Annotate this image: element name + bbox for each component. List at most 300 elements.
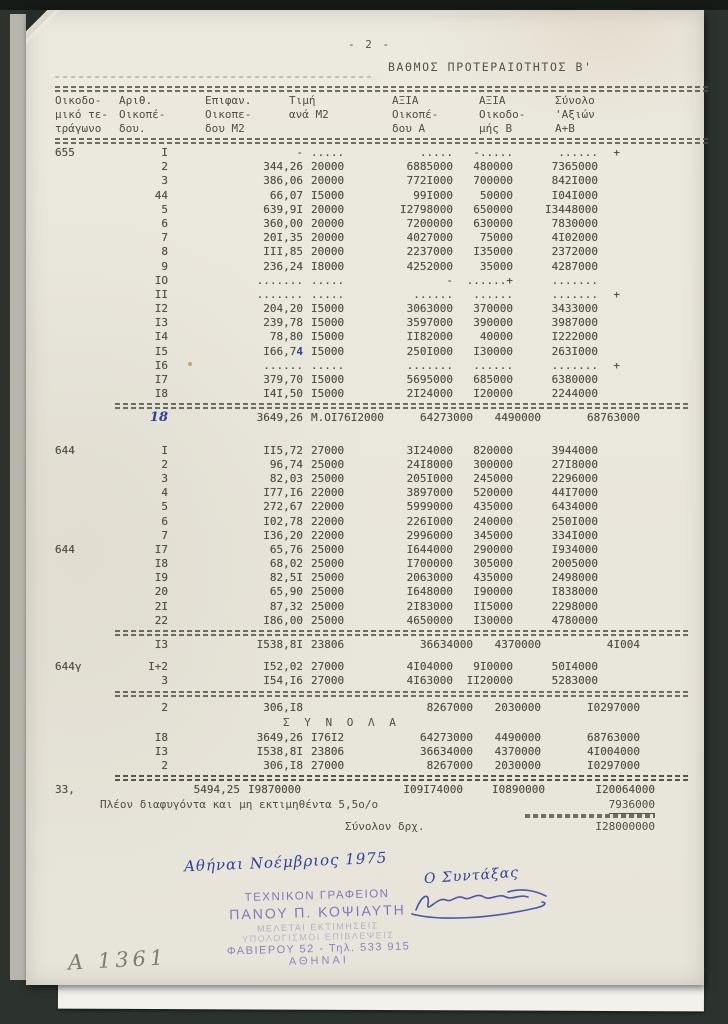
cell: 20000 (311, 245, 345, 259)
header-row (55, 122, 705, 136)
cell (55, 160, 115, 174)
cell: 8267000 (426, 700, 473, 714)
page-number: - 2 - (348, 38, 392, 51)
cell: 239,78 (263, 316, 303, 330)
cell: I8000 (311, 259, 345, 273)
scanned-document-page (26, 10, 704, 985)
cell: 27000 (311, 759, 345, 773)
cell: 655 (55, 146, 75, 159)
cell: I9870000 (248, 783, 301, 797)
cell (598, 373, 620, 387)
cell: 4252000 (406, 259, 453, 273)
cell: 250I000 (406, 344, 453, 358)
priority-grade-heading: ΒΑΘΜΟΣ ΠΡΟΤΕΡΑΙΟΤΗΤΟΣ Β' (388, 60, 593, 74)
table-row (55, 444, 705, 458)
table-row (55, 701, 705, 715)
cell (598, 345, 620, 359)
cell: Οικοπε- (205, 108, 252, 121)
cell: 20000 (311, 202, 345, 216)
cell: Α+Β (555, 122, 575, 135)
cell: 379,70 (263, 373, 303, 386)
cell: Σύνολον δρχ. (345, 819, 425, 833)
cell: 3063000 (406, 302, 453, 316)
cell: II (154, 287, 168, 301)
cell: 7936000 (609, 798, 655, 814)
cell: ....... (406, 358, 453, 372)
cell: + (613, 358, 620, 372)
cell: 520000 (473, 486, 513, 500)
separator-line (115, 775, 691, 781)
cell: 68763000 (587, 730, 640, 744)
cell: 2298000 (551, 599, 598, 613)
table-row (55, 217, 705, 231)
table-row (55, 660, 705, 674)
table-row (55, 302, 705, 316)
cell: ....... (551, 287, 598, 301)
cell (598, 260, 620, 274)
cell: I36,20 (263, 528, 303, 542)
cell: 66,07 (269, 188, 303, 202)
cell: 370000 (473, 302, 513, 316)
cell: I5000 (311, 316, 345, 330)
cell (598, 500, 620, 514)
cell: 630000 (473, 216, 513, 230)
cell (55, 387, 115, 401)
cell: ....... (551, 358, 598, 372)
cell (598, 585, 620, 599)
cell: 4370000 (494, 744, 541, 758)
cell: I30000 (473, 344, 513, 358)
table-row (55, 288, 705, 302)
cell: ανά Μ2 (289, 108, 329, 121)
cell: 245000 (473, 471, 513, 485)
cell: ...... (263, 358, 303, 372)
cell: 639,9I (263, 202, 303, 216)
cell: ...... (473, 358, 513, 372)
cell: 2030000 (494, 759, 541, 773)
cell: 435000 (473, 571, 513, 585)
table-row (55, 486, 705, 500)
cell: 4780000 (551, 613, 598, 627)
cell: I5000 (311, 330, 345, 344)
cell: I52,02 (263, 660, 303, 674)
cell: 4490000 (494, 730, 541, 744)
cell: I4I,50 (263, 387, 303, 401)
cell: 4I004 (606, 638, 640, 651)
cell: 96,74 (269, 457, 303, 471)
cell: 99I000 (413, 188, 453, 202)
cell (598, 600, 620, 614)
cell (598, 543, 620, 557)
cell: I3 (154, 638, 168, 651)
faint-dotted-line (55, 76, 373, 78)
cell (640, 411, 662, 425)
cell: I76I2 (311, 730, 345, 744)
cell: - (296, 146, 303, 159)
cell: 2498000 (551, 571, 598, 585)
cell: I538,8I (256, 744, 303, 758)
cell (55, 203, 115, 217)
assessment-table (55, 84, 705, 834)
cell (655, 783, 677, 797)
cell: 236,24 (263, 259, 303, 273)
cell: 25000 (311, 557, 345, 571)
cell (598, 316, 620, 330)
cell (598, 302, 620, 316)
cell (640, 759, 662, 773)
cell: ..... (311, 273, 345, 287)
cell (598, 458, 620, 472)
cell: I538,8I (256, 638, 303, 651)
table-row (55, 373, 705, 387)
cell: I2 (154, 302, 168, 316)
surcharge-row (55, 798, 705, 812)
cell: 6434000 (551, 500, 598, 514)
cell: I20064000 (595, 783, 655, 797)
table-row (55, 759, 705, 773)
cell: 2372000 (551, 245, 598, 259)
separator-line (115, 403, 691, 409)
cell: I4 (154, 330, 168, 344)
cell (640, 701, 662, 715)
cell: 3433000 (551, 302, 598, 316)
table-row (55, 345, 705, 359)
cell: 2244000 (551, 387, 598, 401)
cell: 'Αξιών (555, 108, 595, 121)
cell: ..... (311, 358, 345, 372)
cell: 4490000 (494, 411, 541, 425)
cell: + (613, 287, 620, 301)
cell: ..... (419, 146, 453, 159)
cell: -..... (473, 146, 513, 159)
cell: 390000 (473, 316, 513, 330)
cell: 2 (161, 759, 168, 773)
cell: 82,5I (269, 571, 303, 585)
cell: 20000 (311, 160, 345, 174)
cell: 344,26 (263, 160, 303, 174)
table-row (55, 316, 705, 330)
cell: I7 (154, 373, 168, 386)
cell: Οικοδο- (55, 94, 102, 107)
cell (598, 444, 620, 458)
table-row (55, 731, 705, 745)
cell (640, 745, 662, 759)
cell: 2063000 (406, 571, 453, 585)
cell: 40000 (479, 330, 513, 344)
cell: 345000 (473, 528, 513, 542)
cell: 25000 (311, 585, 345, 599)
cell: 644γ (55, 660, 82, 674)
cell (640, 638, 662, 652)
cell: I9 (154, 571, 168, 585)
cell: 644 (55, 542, 75, 556)
cell: Αριθ. (119, 94, 153, 107)
cell (55, 217, 115, 231)
cell (598, 387, 620, 401)
cell (55, 486, 115, 500)
table-row (55, 330, 705, 344)
cell: I5 (154, 344, 168, 358)
cell: I35000 (473, 245, 513, 259)
cell (598, 245, 620, 259)
cell: 25000 (311, 599, 345, 613)
table-row (55, 189, 705, 203)
cell: ....... (256, 273, 303, 287)
cell: 3897000 (406, 486, 453, 500)
cell: ...... (413, 287, 453, 301)
cell: II20000 (466, 674, 513, 688)
cell: 64273000 (420, 730, 473, 744)
cell: 27000 (311, 674, 345, 688)
cell (55, 600, 115, 614)
cell: I86,00 (263, 613, 303, 627)
cell: Μ.ΟΙ76Ι2000 (311, 411, 384, 425)
cell (55, 174, 115, 188)
header-row (55, 94, 705, 108)
cell (55, 260, 115, 274)
cell (55, 274, 115, 288)
cell: 4370000 (494, 638, 541, 651)
cell: 263I000 (551, 344, 598, 358)
cell: I8 (154, 387, 168, 401)
cell: I6 (154, 358, 168, 372)
cell: I7 (154, 542, 168, 556)
cell: 2237000 (406, 245, 453, 259)
cell (598, 174, 620, 188)
cell: 8267000 (426, 759, 473, 773)
cell: Τιμή (289, 94, 316, 107)
cell: I644000 (406, 542, 453, 556)
cell: 82,03 (269, 471, 303, 485)
cell: 7 (161, 528, 168, 542)
cell (640, 731, 662, 745)
cell: 33, (55, 783, 75, 797)
cell: I2798000 (400, 202, 453, 216)
cell: 25000 (311, 571, 345, 585)
cell: 820000 (473, 443, 513, 457)
cell: I934000 (551, 542, 598, 556)
cell: 35000 (479, 259, 513, 273)
cell: 2296000 (551, 471, 598, 485)
cell: Σύνολο (555, 94, 595, 107)
separator-line (115, 691, 691, 697)
cell: 27000 (311, 443, 345, 457)
cell: I8 (154, 730, 168, 744)
cell: 2996000 (406, 528, 453, 542)
table-row (55, 674, 705, 688)
handwritten-cell: 18 (149, 410, 168, 426)
cell: ...... (558, 146, 598, 159)
cell (55, 759, 115, 773)
cell: ....... (256, 287, 303, 301)
cell: 27000 (311, 660, 345, 674)
cell: 2 (161, 160, 168, 174)
table-row (55, 174, 705, 188)
cell: I222000 (551, 330, 598, 344)
table-row (55, 638, 705, 652)
cell: 5283000 (551, 674, 598, 688)
cell (55, 373, 115, 387)
cell: 20 (154, 585, 168, 599)
cell: 2 (161, 457, 168, 471)
cell: 22000 (311, 528, 345, 542)
cell: 480000 (473, 160, 513, 174)
cell: 27I8000 (551, 457, 598, 471)
cell (598, 160, 620, 174)
cell (55, 472, 115, 486)
cell: 272,67 (263, 500, 303, 514)
cell (55, 411, 115, 425)
table-row (55, 260, 705, 274)
separator-line (115, 630, 691, 636)
cell: 9 (161, 259, 168, 273)
cell: ....... (551, 273, 598, 287)
cell: Επιφαν. (205, 94, 252, 107)
cell (311, 701, 387, 715)
cell: 842I000 (551, 174, 598, 188)
table-row (55, 274, 705, 288)
cell: 3987000 (551, 316, 598, 330)
cell: 6 (161, 216, 168, 230)
cell: 644 (55, 443, 75, 457)
stamp-line: ΠΑΝΟΥ Π. ΚΟΨΙΑΥΤΗ (229, 901, 406, 923)
stamp-line: ΥΠΟΛΟΓΙΣΜΟΙ ΕΠΙΒΛΕΨΕΙΣ (241, 929, 395, 945)
cell: 7 (161, 231, 168, 245)
cell: δου Α (392, 122, 426, 135)
cell: I700000 (406, 557, 453, 571)
cell: 4I63000 (406, 674, 453, 688)
cell: 3597000 (406, 316, 453, 330)
cell: I8 (154, 557, 168, 571)
cell: 5494,25 (193, 783, 240, 797)
cell: 2005000 (551, 557, 598, 571)
cell: 4650000 (406, 613, 453, 627)
cell: 290000 (473, 542, 513, 556)
cell: 20I,35 (263, 231, 303, 245)
cell (598, 557, 620, 571)
folded-corner (26, 10, 84, 56)
cell (55, 745, 115, 759)
cell: Οικοπέ- (119, 108, 166, 121)
cell: 4 (161, 486, 168, 500)
cell: μής Β (479, 122, 513, 135)
cell: ......+ (466, 273, 513, 287)
cell: δου Μ2 (205, 122, 245, 135)
cell: ..... (311, 146, 345, 159)
separator-line (55, 138, 710, 144)
cell: I5000 (311, 344, 345, 358)
cell: 306,I8 (263, 700, 303, 714)
stamp-line: ΦΑΒΙΕΡΟΥ 52 - Τηλ. 533 915 (226, 940, 411, 958)
cell: 2I83000 (406, 599, 453, 613)
cell: 3 (161, 471, 168, 485)
cell (598, 330, 620, 344)
cell: δου. (119, 122, 146, 135)
cell (55, 302, 115, 316)
cell: 650000 (473, 202, 513, 216)
cell: 772I000 (406, 174, 453, 188)
cell (598, 231, 620, 245)
cell: 5 (161, 500, 168, 514)
cell: I3448000 (545, 202, 598, 216)
cell: 7200000 (406, 216, 453, 230)
cell: I838000 (551, 585, 598, 599)
cell: τράγωνο (55, 122, 102, 135)
cell (55, 288, 115, 302)
cell: 3I24000 (406, 443, 453, 457)
cell: 78,80 (269, 330, 303, 344)
cell: 6885000 (406, 160, 453, 174)
cell: 50000 (479, 188, 513, 202)
cell: I04I000 (551, 188, 598, 202)
handwritten-digit: 4 (296, 344, 303, 358)
cell: I5000 (311, 302, 345, 316)
cell: 334I000 (551, 528, 598, 542)
cell: 25000 (311, 471, 345, 485)
cell: 20000 (311, 231, 345, 245)
cell (55, 189, 115, 203)
cell: 7830000 (551, 216, 598, 230)
totals-title: Σ Υ Ν Ο Λ Α (283, 715, 400, 729)
cell: I648000 (406, 585, 453, 599)
cell: 50I4000 (551, 660, 598, 674)
cell: 23806 (311, 744, 345, 758)
cell (598, 660, 620, 674)
cell: I54,I6 (263, 674, 303, 688)
cell: 9I0000 (473, 660, 513, 674)
cell: 65,90 (269, 585, 303, 599)
cell (598, 274, 620, 288)
table-row (55, 571, 705, 585)
cell (598, 674, 620, 688)
cell: I77,I6 (263, 486, 303, 500)
cell: 23806 (311, 638, 345, 651)
cell (55, 674, 115, 688)
cell: 4I04000 (406, 660, 453, 674)
cell (55, 500, 115, 514)
cell (55, 458, 115, 472)
cell: 3649,26 (256, 730, 303, 744)
cell: 3944000 (551, 443, 598, 457)
cell: 6380000 (551, 373, 598, 386)
cell (55, 585, 115, 599)
cell: 7365000 (551, 160, 598, 174)
cell: 25000 (311, 457, 345, 471)
separator-line (525, 814, 655, 818)
cell (598, 203, 620, 217)
cell: 700000 (473, 174, 513, 188)
cell: 36634000 (420, 638, 473, 651)
cell: Οικοδο- (479, 108, 526, 121)
table-row (55, 387, 705, 401)
cell: ..... (311, 287, 345, 301)
table-row (55, 411, 705, 425)
cell: - (446, 273, 453, 287)
office-stamp (187, 886, 449, 970)
cell: 36634000 (420, 744, 473, 758)
cell: 305000 (473, 557, 513, 571)
cell (598, 472, 620, 486)
handwritten-signer-title: Ο Συντάξας (423, 864, 520, 888)
cell: 4287000 (551, 259, 598, 273)
stamp-line: ΑΘΗΝΑΙ (288, 954, 350, 968)
cell (55, 345, 115, 359)
table-row (55, 745, 705, 759)
cell (85, 783, 130, 797)
table-row (55, 472, 705, 486)
cell: + (613, 146, 620, 159)
cell (55, 231, 115, 245)
